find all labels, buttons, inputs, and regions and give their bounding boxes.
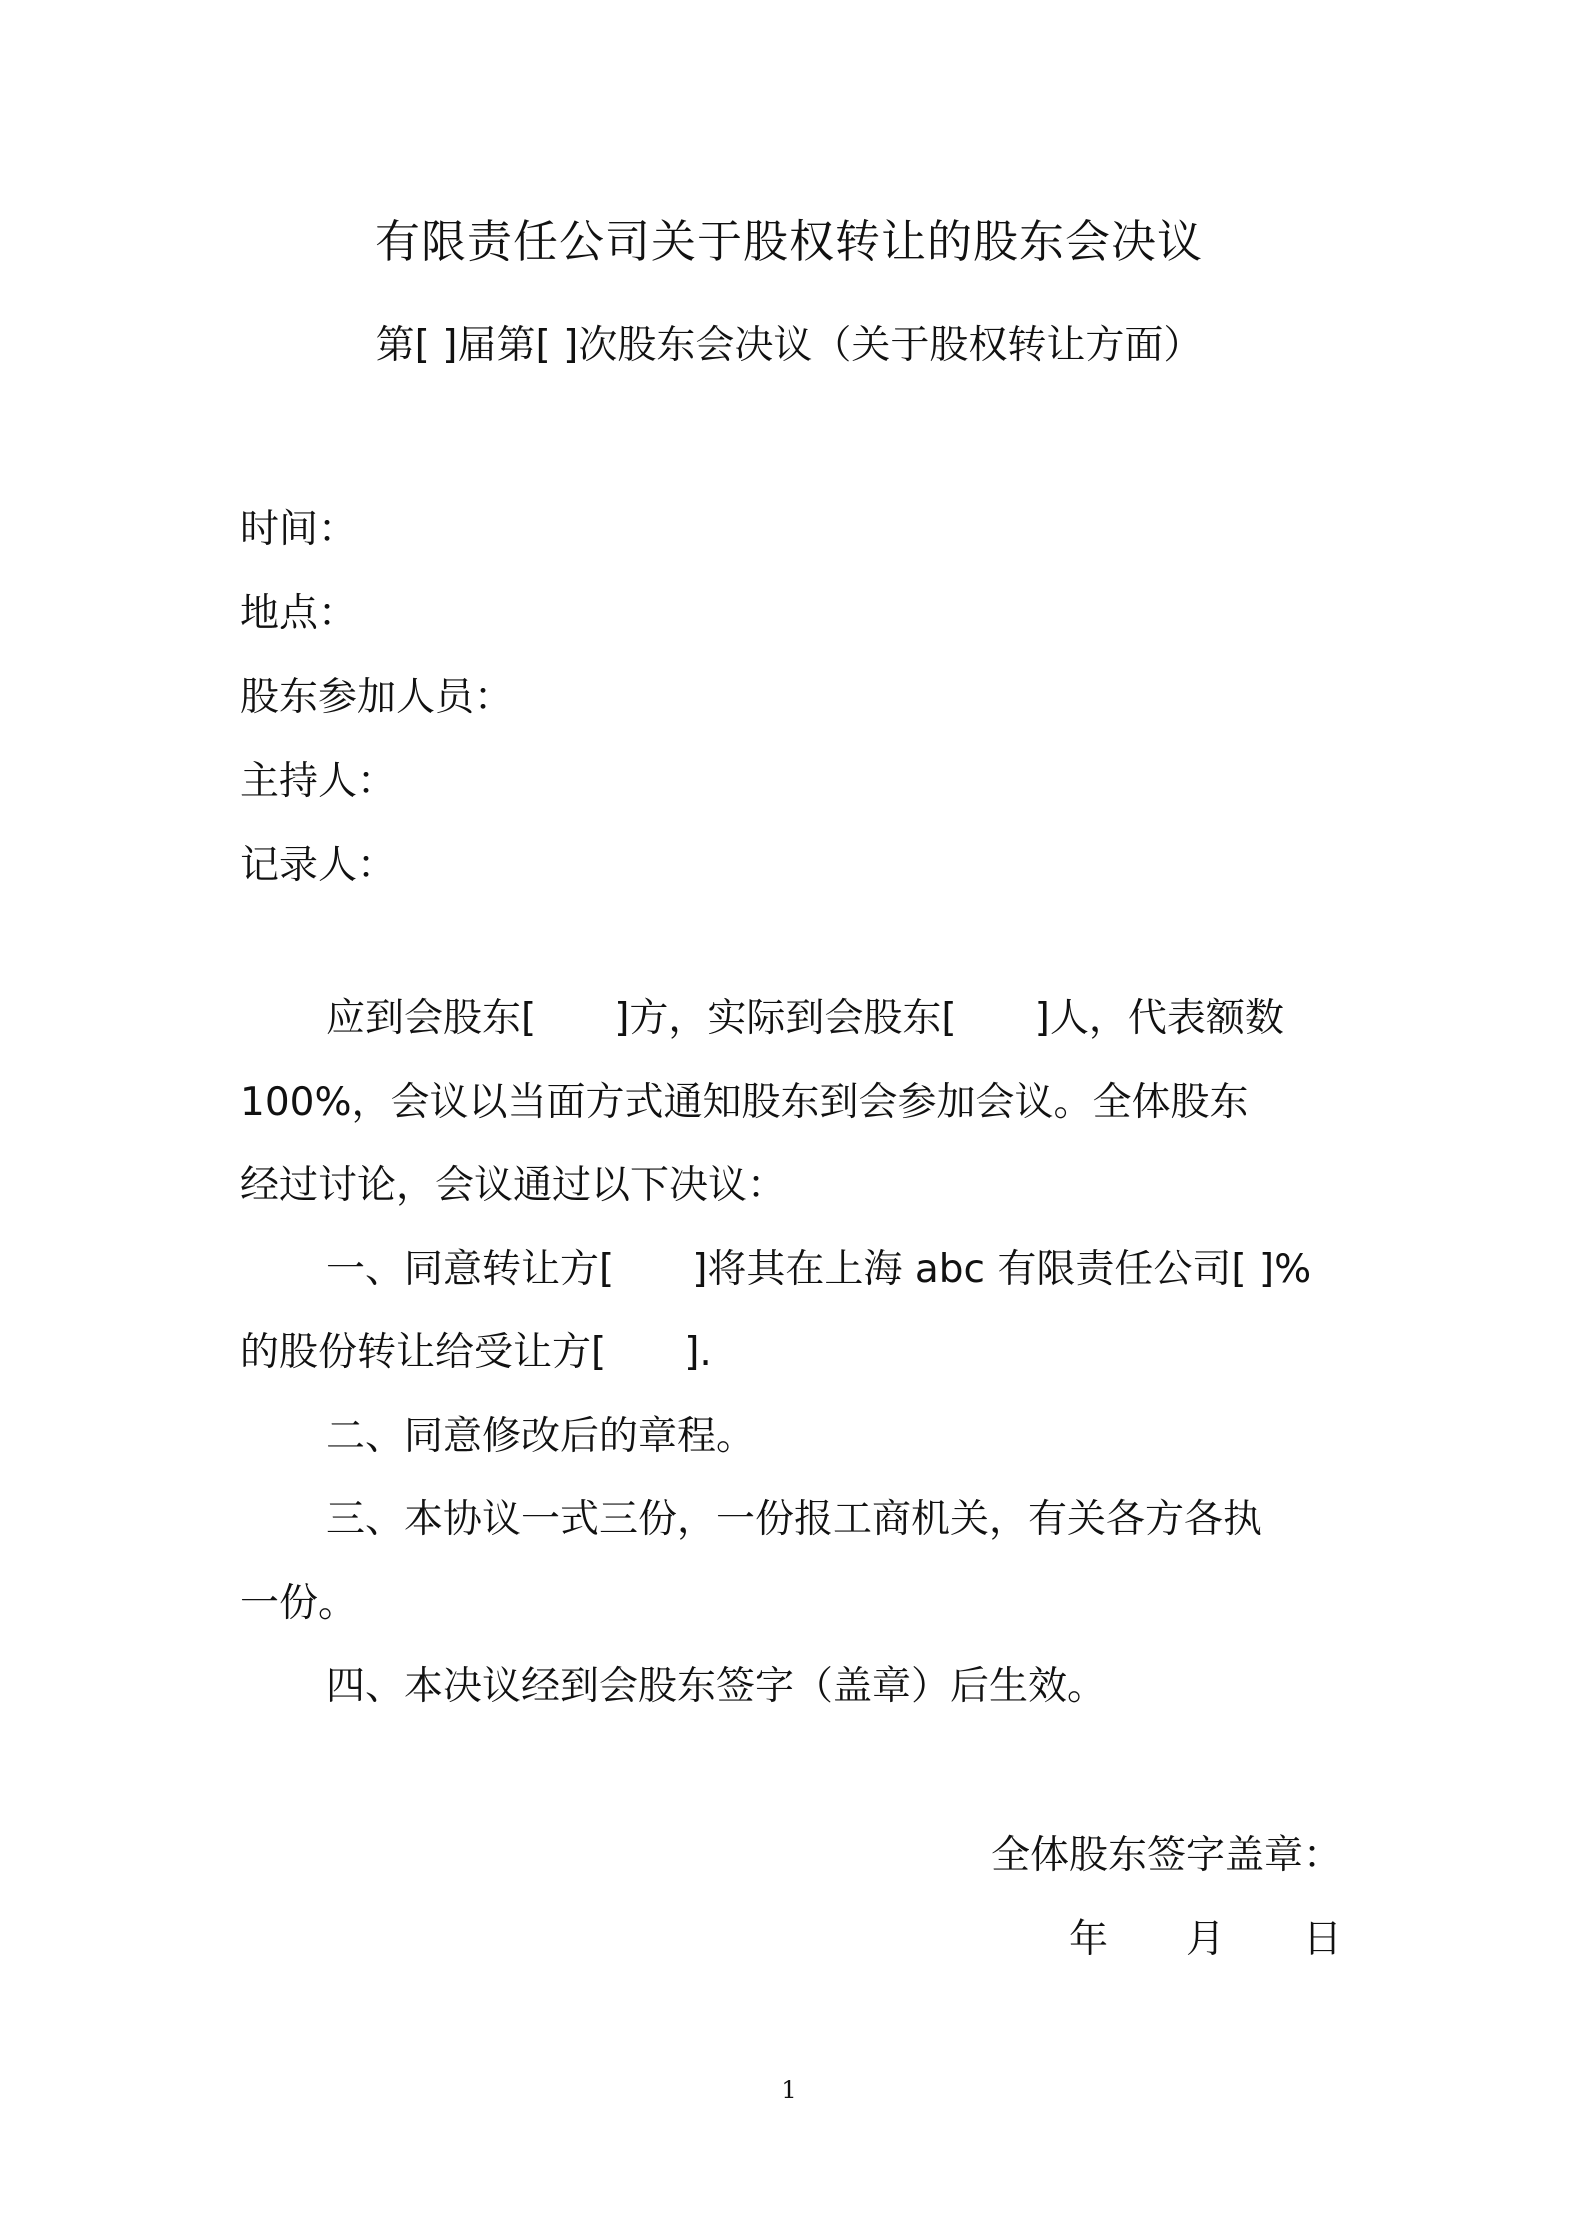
paragraph-line: 应到会股东[ ]方，实际到会股东[ ]人，代表额数 bbox=[326, 996, 1284, 1041]
resolution-item-3: 三、本协议一式三份，一份报工商机关，有关各方各执 bbox=[326, 1497, 1263, 1542]
signature-block bbox=[991, 1814, 1342, 1982]
meeting-info bbox=[240, 488, 513, 908]
resolution-item-1-continued: 的股份转让给受让方[ ]. bbox=[240, 1330, 712, 1375]
time-label: 时间： bbox=[240, 507, 358, 552]
page-number: 1 bbox=[781, 2076, 797, 2104]
document-subtitle: 第[ ]届第[ ]次股东会决议（关于股权转让方面） bbox=[375, 323, 1203, 368]
signature-date: 年 月 日 bbox=[1068, 1917, 1342, 1962]
paragraph-line: 经过讨论，会议通过以下决议： bbox=[240, 1163, 787, 1208]
resolution-body bbox=[240, 977, 1340, 1729]
resolution-item-1: 一、同意转让方[ ]将其在上海 abc 有限责任公司[ ]% bbox=[326, 1246, 1312, 1292]
attendees-label: 股东参加人员： bbox=[240, 675, 514, 720]
resolution-item-2: 二、同意修改后的章程。 bbox=[326, 1413, 756, 1459]
document-title: 有限责任公司关于股权转让的股东会决议 bbox=[374, 215, 1203, 268]
resolution-item-3-continued: 一份。 bbox=[240, 1580, 358, 1626]
recorder-label: 记录人： bbox=[240, 843, 397, 888]
signature-label: 全体股东签字盖章： bbox=[990, 1833, 1342, 1878]
resolution-item-4: 四、本决议经到会股东签字（盖章）后生效。 bbox=[326, 1664, 1107, 1709]
host-label: 主持人： bbox=[240, 759, 397, 804]
paragraph-line: 100%，会议以当面方式通知股东到会参加会议。全体股东 bbox=[240, 1079, 1249, 1125]
place-label: 地点： bbox=[240, 591, 358, 636]
